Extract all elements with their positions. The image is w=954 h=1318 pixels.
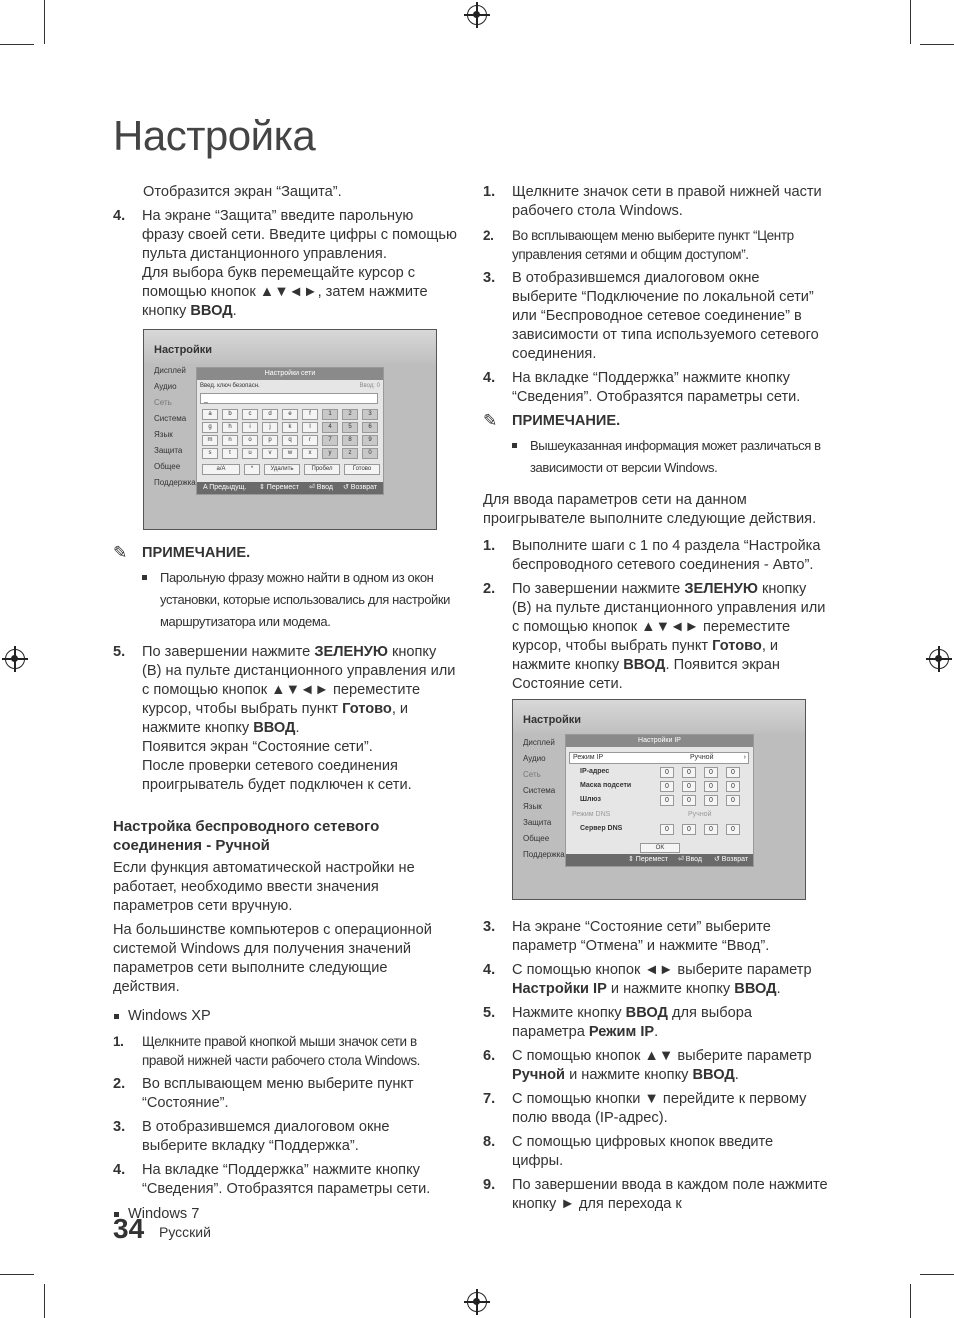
step-text: , и нажмите кнопку — [142, 701, 409, 736]
menu-item: Дисплей — [154, 366, 186, 375]
step-item — [483, 1004, 828, 1042]
step-text: С помощью кнопки ▼ перейдите к первому полю ввода (IP-адрес). — [512, 1091, 807, 1126]
passphrase-input[interactable]: _ — [200, 393, 378, 404]
menu-item: Сеть — [523, 770, 541, 779]
dialog-footer — [197, 482, 383, 494]
ip-octet-field[interactable]: 0 — [726, 781, 740, 792]
keyboard-key[interactable]: k — [282, 422, 298, 433]
dns-octet-field[interactable]: 0 — [704, 824, 718, 835]
step-number: 2. — [113, 1076, 126, 1092]
step-text: С помощью кнопок ◄► выберите параметр — [512, 962, 812, 978]
step-text: В отобразившемся диалоговом окне выберите “Подключение по локальной сети” или “Беспроводное сетевое соединение” в зависимости от типа используемого сетевого соединения. — [512, 270, 819, 362]
note-item — [483, 435, 828, 479]
keyboard-function-key[interactable]: Удалить — [264, 464, 300, 475]
paragraph: Отобразится экран “Защита”. — [143, 184, 342, 200]
input-label: Введ. ключ безопасн. — [200, 383, 260, 389]
settings-menu — [523, 735, 565, 863]
menu-item: Поддержка — [523, 850, 565, 859]
crop-mark — [44, 1284, 45, 1318]
step-item — [483, 1176, 828, 1214]
step-text: После проверки сетевого соединения проигрыватель будет подключен к сети. — [142, 758, 412, 793]
keyboard-key[interactable]: x — [302, 448, 318, 459]
bold-term: Готово — [712, 638, 762, 654]
bold-term: ВВОД — [734, 981, 777, 997]
pencil-icon: ✎ — [483, 411, 498, 430]
step-number: 1. — [483, 538, 496, 554]
step-text: По завершении ввода в каждом поле нажмите кнопку ► для перехода к — [512, 1177, 828, 1212]
menu-item: Сеть — [154, 398, 172, 407]
step-number: 2. — [483, 581, 496, 597]
keyboard-function-key[interactable]: Пробел — [304, 464, 340, 475]
bold-term: ВВОД — [625, 1005, 668, 1021]
step-text: Щелкните значок сети в правой нижней части рабочего стола Windows. — [512, 184, 822, 219]
menu-item: Система — [523, 786, 556, 795]
step-number: 3. — [483, 919, 496, 935]
ip-octet-field[interactable]: 0 — [682, 781, 696, 792]
page-title: Настройка — [113, 112, 316, 159]
footer-hint: ⇕ Перемест — [259, 484, 299, 491]
step-item — [483, 537, 828, 575]
step-item — [483, 1047, 828, 1085]
bullet-text: Windows 7 — [128, 1206, 200, 1222]
keyboard-key[interactable]: j — [262, 422, 278, 433]
paragraph: Для ввода параметров сети на данном проигрывателе выполните следующие действия. — [483, 492, 817, 527]
footer-hint: ⇕ Перемест — [628, 856, 668, 863]
registration-mark-icon — [467, 5, 487, 25]
page-number: 34 — [113, 1213, 145, 1244]
step-number: 9. — [483, 1177, 496, 1193]
note-text: Вышеуказанная информация может различаться в зависимости от версии Windows. — [530, 438, 821, 475]
menu-item: Язык — [523, 802, 542, 811]
keyboard-key[interactable]: 8 — [342, 435, 358, 446]
keyboard-key[interactable]: q — [282, 435, 298, 446]
step-item — [483, 580, 828, 694]
keyboard-key[interactable]: t — [222, 448, 238, 459]
dialog-title: Настройки сети — [197, 368, 383, 380]
step-item — [113, 1161, 458, 1199]
step-number: 4. — [113, 1162, 126, 1178]
network-settings-dialog — [196, 367, 384, 495]
punct: . — [734, 1067, 739, 1083]
step-number: 4. — [483, 370, 496, 386]
keyboard-key[interactable]: n — [222, 435, 238, 446]
step-text: В отобразившемся диалоговом окне выберите вкладку “Поддержка”. — [142, 1119, 390, 1154]
keyboard-key[interactable]: l — [302, 422, 318, 433]
keyboard-key[interactable]: 7 — [322, 435, 338, 446]
keyboard-key[interactable]: h — [222, 422, 238, 433]
step-item — [113, 643, 458, 795]
menu-item: Аудио — [523, 754, 546, 763]
page-language: Русский — [159, 1224, 211, 1240]
ip-octet-field[interactable]: 0 — [726, 795, 740, 806]
keyboard-key[interactable]: a — [202, 409, 218, 420]
bold-term: ВВОД — [253, 720, 296, 736]
ip-mode-label: Режим IP — [573, 754, 604, 761]
note-heading — [113, 544, 458, 563]
step-text: и нажмите кнопку — [565, 1067, 693, 1083]
bold-term: ВВОД — [190, 303, 233, 319]
ip-field-label: IP-адрес — [580, 768, 610, 775]
step-text: Щелкните правой кнопкой мыши значок сети в правой нижней части рабочего стола Windows. — [142, 1034, 421, 1068]
step-text: и нажмите кнопку — [606, 981, 735, 997]
punct: . — [295, 720, 300, 736]
step-text: С помощью цифровых кнопок введите цифры. — [512, 1134, 774, 1169]
menu-item: Система — [154, 414, 187, 423]
step-number: 3. — [113, 1119, 126, 1135]
menu-item: Защита — [523, 818, 552, 827]
keyboard-function-key[interactable]: Готово — [344, 464, 380, 475]
registration-mark-icon — [467, 1292, 487, 1312]
ip-octet-field[interactable]: 0 — [704, 781, 718, 792]
input-count: Ввод: 0 — [359, 383, 380, 389]
step-number: 4. — [483, 962, 496, 978]
bullet-text: Windows XP — [128, 1008, 211, 1024]
step-number: 4. — [113, 208, 126, 224]
bullet-icon — [114, 1014, 119, 1019]
note-title: ПРИМЕЧАНИЕ. — [142, 545, 251, 561]
settings-menu — [154, 363, 196, 491]
dns-mode-value: Ручной — [688, 811, 712, 818]
step-text: для выбора параметра — [512, 1005, 752, 1040]
bold-term: Настройки IP — [512, 981, 607, 997]
dns-octet-field[interactable]: 0 — [726, 824, 740, 835]
footer-hint: ↺ Возврат — [714, 856, 749, 863]
crop-mark — [910, 0, 911, 44]
left-column-bottom — [113, 540, 458, 1230]
note-title: ПРИМЕЧАНИЕ. — [512, 413, 621, 429]
step-text: , и нажмите кнопку — [512, 638, 779, 673]
step-item — [483, 1090, 828, 1128]
step-item — [483, 369, 828, 407]
step-number: 5. — [483, 1005, 496, 1021]
step-text: Выполните шаги с 1 по 4 раздела “Настройка беспроводного сетевого соединения - Авто”. — [512, 538, 821, 573]
dns-server-label: Сервер DNS — [580, 825, 623, 832]
keyboard-key[interactable]: 3 — [362, 409, 378, 420]
crop-mark — [0, 1274, 34, 1275]
keyboard-key[interactable]: b — [222, 409, 238, 420]
step-text: . Появится экран Состояние сети. — [512, 657, 780, 692]
keyboard-key[interactable]: s — [202, 448, 218, 459]
step-text: По завершении нажмите — [512, 581, 685, 597]
keyboard-key[interactable]: y — [322, 448, 338, 459]
ip-octet-field[interactable]: 0 — [704, 767, 718, 778]
bold-term: ЗЕЛЕНУЮ — [684, 581, 758, 597]
bold-term: Готово — [342, 701, 392, 717]
step-text: Нажмите кнопку — [512, 1005, 626, 1021]
screenshot-title: Настройки — [154, 344, 213, 356]
menu-item: Общее — [523, 834, 550, 843]
left-column-top — [113, 183, 458, 326]
right-column-top — [483, 183, 828, 699]
step-item — [483, 226, 828, 264]
ip-octet-field[interactable]: 0 — [660, 767, 674, 778]
step-number: 2. — [483, 228, 494, 243]
keyboard-key[interactable]: 0 — [362, 448, 378, 459]
step-text: На вкладке “Поддержка” нажмите кнопку “Сведения”. Отобразятся параметры сети. — [142, 1162, 431, 1197]
crop-mark — [910, 1284, 911, 1318]
footer-hint: ⏎ Ввод — [309, 484, 333, 491]
ip-octet-field[interactable]: 0 — [660, 795, 674, 806]
step-text: На экране “Состояние сети” выберите параметр “Отмена” и нажмите “Ввод”. — [512, 919, 771, 954]
menu-item: Поддержка — [154, 478, 196, 487]
bold-term: Режим IP — [588, 1024, 655, 1040]
screenshot-title: Настройки — [523, 714, 582, 726]
step-item — [113, 207, 458, 321]
keyboard-key[interactable]: 2 — [342, 409, 358, 420]
right-column-bottom — [483, 918, 828, 1219]
ip-octet-field[interactable]: 0 — [682, 795, 696, 806]
step-item — [113, 1032, 458, 1070]
chevron-right-icon: › — [743, 754, 746, 761]
keyboard-key[interactable]: u — [242, 448, 258, 459]
keyboard-key[interactable]: c — [242, 409, 258, 420]
registration-mark-icon — [929, 649, 949, 669]
footer-hint: A Предыдущ. — [203, 484, 247, 491]
step-text: На экране “Защита” введите парольную фразу своей сети. Введите цифры с помощью пульта дистанционного управления. — [142, 208, 457, 262]
ip-settings-dialog — [565, 734, 754, 867]
dns-octet-field[interactable]: 0 — [682, 824, 696, 835]
crop-mark — [920, 1274, 954, 1275]
dialog-footer — [566, 854, 753, 866]
bullet-icon — [142, 575, 147, 580]
keyboard-function-key[interactable]: a/A — [202, 464, 240, 475]
crop-mark — [0, 44, 34, 45]
keyboard-key[interactable]: 5 — [342, 422, 358, 433]
step-item — [483, 918, 828, 956]
bold-term: ВВОД — [692, 1067, 735, 1083]
step-text: На вкладке “Поддержка” нажмите кнопку “Сведения”. Отобразятся параметры сети. — [512, 370, 801, 405]
keyboard-key[interactable]: m — [202, 435, 218, 446]
step-text: Появится экран “Состояние сети”. — [142, 739, 373, 755]
step-item — [483, 269, 828, 364]
keyboard-key[interactable]: p — [262, 435, 278, 446]
ip-mode-value: Ручной — [690, 754, 714, 761]
keyboard-key[interactable]: o — [242, 435, 258, 446]
dns-octet-field[interactable]: 0 — [660, 824, 674, 835]
keyboard-key[interactable]: r — [302, 435, 318, 446]
step-text: Во всплывающем меню выберите пункт “Центр управления сетями и общим доступом”. — [512, 228, 794, 262]
ok-button[interactable]: OK — [640, 843, 680, 853]
footer-hint: ⏎ Ввод — [678, 856, 702, 863]
keyboard-key[interactable]: z — [342, 448, 358, 459]
step-text: По завершении нажмите — [142, 644, 315, 660]
ip-octet-field[interactable]: 0 — [704, 795, 718, 806]
note-text: Парольную фразу можно найти в одном из окон установки, которые использовались для настройки маршрутизатора или модема. — [160, 570, 451, 629]
bold-term: ЗЕЛЕНУЮ — [314, 644, 388, 660]
step-number: 5. — [113, 644, 126, 660]
step-number: 6. — [483, 1048, 496, 1064]
step-item — [483, 961, 828, 999]
crop-mark — [920, 44, 954, 45]
step-number: 3. — [483, 270, 496, 286]
ip-octet-field[interactable]: 0 — [726, 767, 740, 778]
menu-item: Язык — [154, 430, 173, 439]
menu-item: Дисплей — [523, 738, 555, 747]
bold-term: Ручной — [512, 1067, 566, 1083]
punct: . — [776, 981, 781, 997]
menu-item: Общее — [154, 462, 181, 471]
bullet-icon — [512, 443, 517, 448]
step-number: 8. — [483, 1134, 496, 1150]
step-number: 1. — [483, 184, 496, 200]
punct: . — [654, 1024, 659, 1040]
keyboard-key[interactable]: 9 — [362, 435, 378, 446]
punct: . — [232, 303, 237, 319]
paragraph: Если функция автоматической настройки не работает, необходимо ввести значения параметров сети вручную. — [113, 860, 415, 914]
ip-octet-field[interactable]: 0 — [660, 781, 674, 792]
step-number: 1. — [113, 1034, 124, 1049]
dialog-title: Настройки IP — [566, 735, 753, 747]
keyboard-key[interactable]: f — [302, 409, 318, 420]
paragraph: На большинстве компьютеров с операционной системой Windows для получения значений параметров сети выполните следующие действия. — [113, 922, 432, 995]
step-text: Во всплывающем меню выберите пункт “Состояние”. — [142, 1076, 414, 1111]
step-item — [483, 1133, 828, 1171]
step-item — [113, 1075, 458, 1113]
bold-term: ВВОД — [623, 657, 666, 673]
ip-field-label: Шлюз — [580, 796, 601, 803]
step-text: кнопку (B) на пульте дистанционного управления или с помощью кнопок ▲▼◄► переместите курсор, чтобы выбрать пункт — [142, 644, 456, 717]
keyboard-key[interactable]: d — [262, 409, 278, 420]
keyboard-screenshot — [143, 329, 437, 530]
step-item — [113, 1118, 458, 1156]
ip-mode-selector[interactable] — [569, 752, 749, 764]
keyboard-key[interactable]: w — [282, 448, 298, 459]
bullet-item — [113, 1007, 458, 1026]
bullet-item — [113, 1205, 458, 1224]
crop-mark — [44, 0, 45, 44]
keyboard-key[interactable]: g — [202, 422, 218, 433]
dns-mode-label: Режим DNS — [572, 811, 611, 818]
registration-mark-icon — [5, 649, 25, 669]
keyboard-key[interactable]: e — [282, 409, 298, 420]
keyboard-key[interactable]: 4 — [322, 422, 338, 433]
step-number: 7. — [483, 1091, 496, 1107]
keyboard-key[interactable]: i — [242, 422, 258, 433]
ip-field-label: Маска подсети — [580, 782, 632, 789]
step-text: Для выбора букв перемещайте курсор с помощью кнопок ▲▼◄►, затем нажмите кнопку — [142, 265, 428, 319]
note-item — [113, 567, 458, 633]
step-item — [483, 183, 828, 221]
step-text: С помощью кнопок ▲▼ выберите параметр — [512, 1048, 812, 1064]
menu-item: Защита — [154, 446, 183, 455]
section-heading: Настройка беспроводного сетевого соединения - Ручной — [113, 818, 380, 854]
ip-settings-screenshot — [512, 699, 806, 900]
keyboard-key[interactable]: 6 — [362, 422, 378, 433]
note-heading — [483, 412, 828, 431]
pencil-icon: ✎ — [113, 543, 128, 562]
keyboard-function-key[interactable]: * — [244, 464, 260, 475]
ip-octet-field[interactable]: 0 — [682, 767, 696, 778]
menu-item: Аудио — [154, 382, 177, 391]
footer-hint: ↺ Возврат — [343, 484, 378, 491]
step-text: кнопку (B) на пульте дистанционного управления или с помощью кнопок ▲▼◄► переместите курсор, чтобы выбрать пункт — [512, 581, 826, 654]
keyboard-key[interactable]: v — [262, 448, 278, 459]
keyboard-key[interactable]: 1 — [322, 409, 338, 420]
